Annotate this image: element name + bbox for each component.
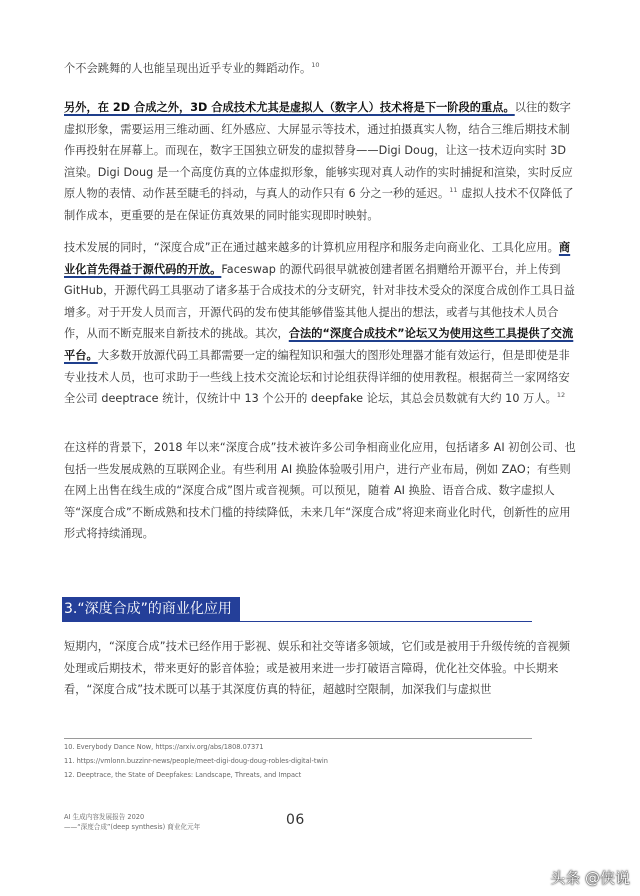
section-heading: 3.“深度合成”的商业化应用 bbox=[62, 597, 240, 621]
paragraph-2-text-a: 技术发展的同时，“深度合成”正在通过越来越多的计算机应用程序和服务走向商业化、工具化应用。 bbox=[64, 241, 559, 254]
footnote-12: 12. Deeptrace, the State of Deepfakes: Landscape, Threats, and Impact bbox=[64, 771, 302, 779]
footnote-ref-11[interactable]: 11 bbox=[449, 186, 458, 195]
footnote-11[interactable]: 11. https://vmlonn.buzzinr-news/people/meet-digi-doug-doug-robles-digital-twin bbox=[64, 757, 328, 765]
footer-line-2: ——“深度合成”(deep synthesis) 商业化元年 bbox=[64, 823, 201, 831]
paragraph-0-text: 个不会跳舞的人也能呈现出近乎专业的舞蹈动作。 bbox=[64, 62, 312, 75]
footnote-ref-12[interactable]: 12 bbox=[556, 391, 566, 400]
paragraph-2-text-b: Faceswap 的源代码很早就被创建者匿名捐赠给开源平台，并上传到 GitHub，开源代码工具驱动了诸多基于合成技术的分支研究，针对非技术受众的深度合成创作工具日益增多。对于开发人员而言，开源代码的发布使其能够借鉴其他人提出的想法，或者与其他技术人员合作，从而不断克服来自新技术的挑战。其次， bbox=[64, 262, 576, 341]
paragraph-4-text: 短期内，“深度合成”技术已经作用于影视、娱乐和社交等诸多领域，它们或是被用于升级传统的音视频处理或后期技术，带来更好的影音体验；或是被用来进一步打破语言障碍，优化社交体验。中长期来看，“深度合成”技术既可以基于其深度仿真的特征，超越时空限制，加深我们与虚拟世 bbox=[64, 640, 571, 697]
page-number: 06 bbox=[286, 812, 305, 828]
paragraph-1 bbox=[64, 97, 576, 227]
paragraph-1-emphasis: 另外，在 2D 合成之外，3D 合成技术尤其是虚拟人（数字人）技术将是下一阶段的重点。 bbox=[64, 101, 515, 114]
footnote-divider bbox=[64, 738, 532, 739]
paragraph-3 bbox=[64, 437, 576, 545]
watermark: 头条 @侠说 bbox=[550, 869, 630, 887]
paragraph-2-text-c: 大多数开放源代码工具都需要一定的编程知识和强大的图形处理器才能有效运行，但是即使是非专业技术人员，也可求助于一些线上技术交流论坛和讨论组获得详细的使用教程。根据荷兰一家网络安全公司 deeptrace 统计，仅统计中 13 个公开的 deepfake 论坛，其总会员数就有大约 10 万人。 bbox=[64, 348, 570, 406]
section-heading-rule bbox=[62, 621, 532, 622]
paragraph-2-emphasis-a: 商业化首先得益于源代码的开放。 bbox=[64, 241, 571, 276]
paragraph-2-emphasis-b: 合法的“深度合成技术”论坛又为使用这些工具提供了交流平台。 bbox=[64, 327, 574, 362]
footnote-10[interactable]: 10. Everybody Dance Now, https://arxiv.org/abs/1808.07371 bbox=[64, 743, 264, 751]
paragraph-0 bbox=[64, 58, 576, 80]
footnote-ref-10[interactable]: 10 bbox=[311, 61, 320, 69]
paragraph-4 bbox=[64, 636, 576, 701]
footer-line-1: AI 生成内容发展报告 2020 bbox=[64, 813, 145, 821]
paragraph-3-text: 在这样的背景下，2018 年以来“深度合成”技术被许多公司争相商业化应用，包括诸多 AI 初创公司、也包括一些发展成熟的互联网企业。有些利用 AI 换脸体验吸引用户，进行产业布局，例如 ZAO；有些则在网上出售在线生成的“深度合成”图片或音视频。可以预见，随着 AI 换脸、语音合成、数字虚拟人等“深度合成”不断成熟和技术门槛的持续降低，未来几年“深度合成”将迎来商业化时代，创新性的应用形式将持续涌现。 bbox=[64, 441, 576, 541]
paragraph-2 bbox=[64, 237, 576, 410]
paragraph-1-text-a: 以往的数字虚拟形象，需要运用三维动画、红外感应、大屏显示等技术，通过拍摄真实人物，结合三维后期技术制作再投射在屏幕上。而现在，数字王国独立研发的虚拟替身——Digi Doug，让这一技术迈向实时 3D 渲染。Digi Doug 是一个高度仿真的立体虚拟形象，能够实现对真人动作的实时捕捉和渲染，实时反应原人物的表情、动作甚至睫毛的抖动，与真人的动作只有 6 分之一秒的延迟。 bbox=[64, 101, 573, 201]
paragraph-1-text-b: 虚拟人技术不仅降低了制作成本，更重要的是在保证仿真效果的同时能实现即时映射。 bbox=[64, 187, 574, 222]
footer-report-title bbox=[64, 812, 200, 832]
